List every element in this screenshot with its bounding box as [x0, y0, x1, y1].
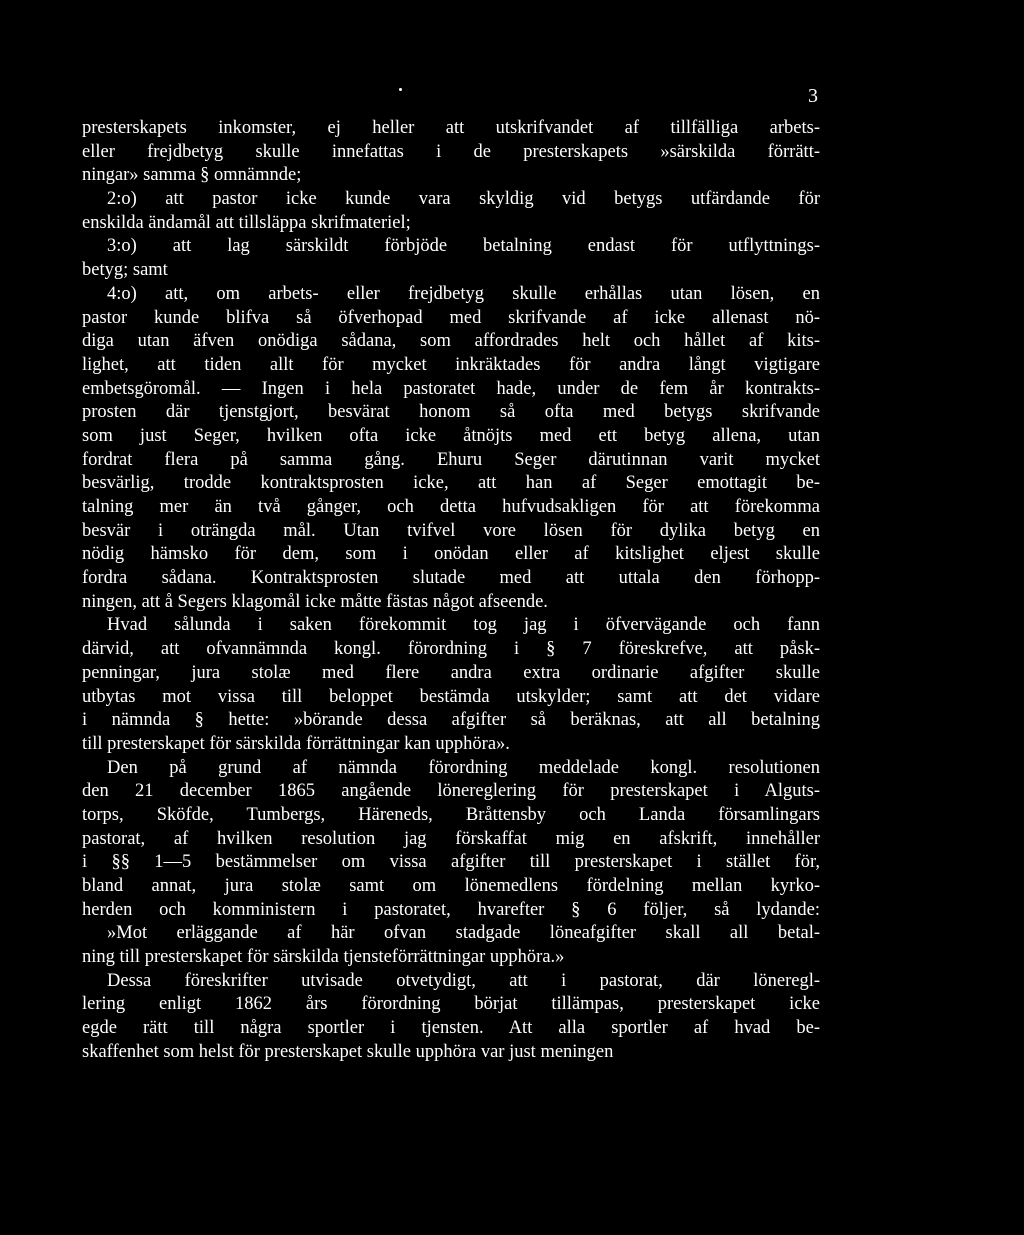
text-line: ningen, att å Segers klagomål icke måtte fästas något afseende.	[82, 591, 548, 612]
text-line: presterskapets inkomster, ej heller att utskrifvandet af tillfälliga arbets-	[82, 118, 820, 138]
page-number: 3	[808, 85, 818, 107]
text-line: penningar, jura stolæ med flere andra extra ordinarie afgifter skulle	[82, 662, 820, 683]
text-line: den 21 december 1865 angående lönereglering för presterskapet i Alguts-	[82, 781, 820, 802]
text-line: därvid, att ofvannämnda kongl. förordning i § 7 föreskrefve, att påsk-	[82, 639, 820, 660]
text-line: embetsgöromål. — Ingen i hela pastoratet hade, under de fem år kontrakts-	[82, 378, 820, 399]
text-line: till presterskapet för särskilda förrättningar kan upphöra».	[82, 733, 510, 754]
text-line: i nämnda § hette: »börande dessa afgifter så beräknas, att all betalning	[82, 710, 820, 731]
text-line: herden och komministern i pastoratet, hvarefter § 6 följer, så lydande:	[82, 899, 820, 920]
text-line: 2:o) att pastor icke kunde vara skyldig vid betygs utfärdande för	[107, 189, 820, 210]
text-line: i §§ 1—5 bestämmelser om vissa afgifter till presterskapet i stället för,	[82, 852, 820, 873]
text-line: diga utan äfven onödiga sådana, som affordrades helt och hållet af kits-	[82, 331, 820, 352]
text-line: pastor kunde blifva så öfverhopad med skrifvande af icke allenast nö-	[82, 307, 820, 328]
text-line: lering enligt 1862 års förordning börjat tillämpas, presterskapet icke	[82, 994, 820, 1015]
text-line: lighet, att tiden allt för mycket inkräktades för andra långt vigtigare	[82, 354, 820, 375]
text-line: ning till presterskapet för särskilda tjensteförrättningar upphöra.»	[82, 947, 565, 968]
stray-dot	[399, 88, 402, 91]
text-line: som just Seger, hvilken ofta icke åtnöjts med ett betyg allena, utan	[82, 425, 820, 446]
text-line: fordra sådana. Kontraktsprosten slutade med att uttala den förhopp-	[82, 568, 820, 589]
text-line: enskilda ändamål att tillsläppa skrifmateriel;	[82, 212, 411, 233]
text-line: pastorat, af hvilken resolution jag förskaffat mig en afskrift, innehåller	[82, 828, 820, 849]
text-line: talning mer än två gånger, och detta hufvudsakligen för att förekomma	[82, 497, 820, 517]
text-line: prosten där tjenstgjort, besvärat honom så ofta med betygs skrifvande	[82, 402, 820, 423]
text-line: ningar» samma § omnämnde;	[82, 165, 302, 186]
text-line: utbytas mot vissa till beloppet bestämda utskylder; samt att det vidare	[82, 686, 820, 707]
text-line: Hvad sålunda i saken förekommit tog jag i öfvervägande och fann	[107, 615, 820, 636]
text-line: besvärlig, trodde kontraktsprosten icke, att han af Seger emottagit be-	[82, 473, 820, 494]
text-line: eller frejdbetyg skulle innefattas i de presterskapets »särskilda förrätt-	[82, 141, 820, 162]
text-line: egde rätt till några sportler i tjensten. Att alla sportler af hvad be-	[82, 1018, 820, 1039]
text-line: »Mot erläggande af här ofvan stadgade löneafgifter skall all betal-	[107, 923, 820, 944]
text-line: Den på grund af nämnda förordning meddelade kongl. resolutionen	[107, 757, 820, 778]
text-line: 4:o) att, om arbets- eller frejdbetyg skulle erhållas utan lösen, en	[107, 283, 820, 304]
text-line: fordrat flera på samma gång. Ehuru Seger därutinnan varit mycket	[82, 449, 820, 470]
text-line: skaffenhet som helst för presterskapet skulle upphöra var just meningen	[82, 1041, 614, 1062]
text-line: nödig hämsko för dem, som i onödan eller af kitslighet eljest skulle	[82, 544, 820, 565]
text-line: betyg; samt	[82, 260, 168, 281]
text-line: Dessa föreskrifter utvisade otvetydigt, att i pastorat, där löneregl-	[107, 970, 820, 991]
text-line: torps, Sköfde, Tumbergs, Häreneds, Bråttensby och Landa församlingars	[82, 804, 820, 825]
text-line: 3:o) att lag särskildt förbjöde betalning endast för utflyttnings-	[107, 236, 820, 257]
text-line: besvär i oträngda mål. Utan tvifvel vore lösen för dylika betyg en	[82, 520, 820, 541]
body-text	[82, 117, 820, 1065]
text-line: bland annat, jura stolæ samt om lönemedlens fördelning mellan kyrko-	[82, 876, 820, 896]
